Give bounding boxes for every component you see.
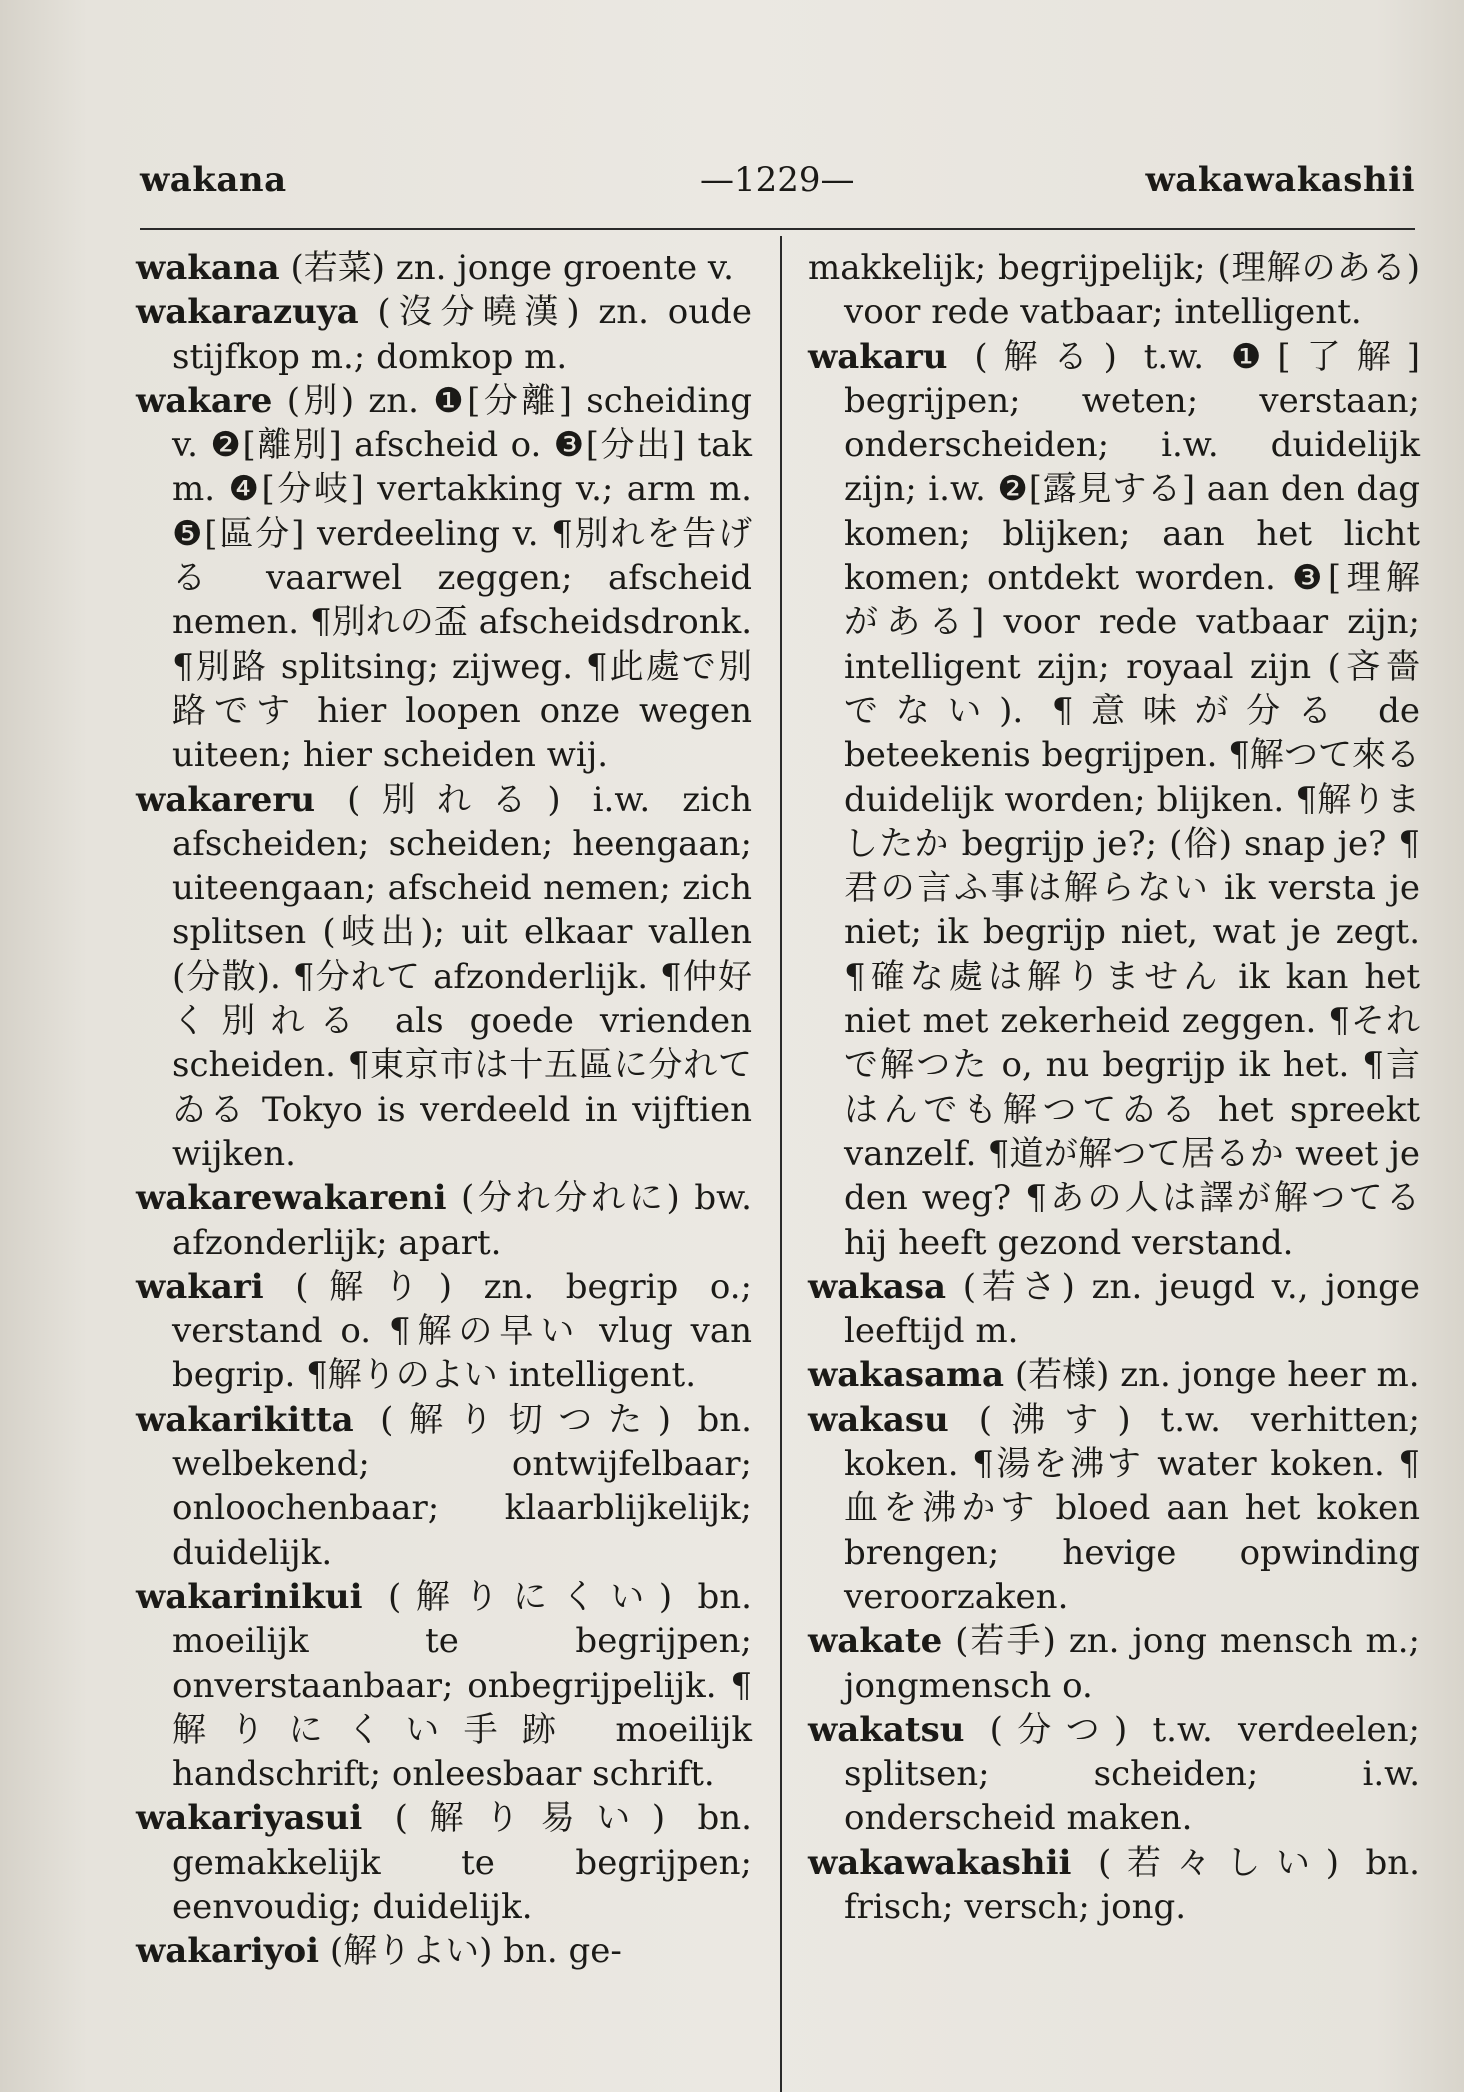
dictionary-entry xyxy=(808,335,1420,1265)
dictionary-entry xyxy=(136,290,752,379)
headword: wakarewakareni xyxy=(136,1178,447,1219)
page-number: —1229— xyxy=(700,160,855,200)
dictionary-entry xyxy=(136,778,752,1177)
headword: wakaru xyxy=(808,336,948,377)
entry-text: makkelijk; begrijpelijk; (理解のある) voor rede vatbaar; intelligent. xyxy=(808,248,1420,333)
dictionary-entry xyxy=(808,1353,1420,1397)
left-guide-word: wakana xyxy=(140,160,287,200)
headword: wakarazuya xyxy=(136,292,359,333)
dictionary-entry xyxy=(808,1619,1420,1708)
entry-text: (沸す) t.w. verhitten; koken. ¶湯を沸す water koken. ¶血を沸かす bloed aan het koken brengen; hevige opwinding veroorzaken. xyxy=(844,1399,1420,1617)
headword: wakareru xyxy=(136,779,316,820)
left-column xyxy=(136,246,752,1974)
dictionary-entry xyxy=(808,1398,1420,1619)
dictionary-entry xyxy=(136,1575,752,1796)
page-header xyxy=(140,160,1415,210)
dictionary-entry xyxy=(136,1929,752,1973)
dictionary-entry xyxy=(136,1176,752,1265)
dictionary-entry xyxy=(808,1708,1420,1841)
entry-text: (解り易い) bn. gemakkelijk te begrijpen; eenvoudig; duidelijk. xyxy=(172,1798,752,1927)
headword: wakariyasui xyxy=(136,1798,363,1839)
entry-text: (若さ) zn. jeugd v., jonge leeftijd m. xyxy=(844,1266,1420,1352)
headword: wakawakashii xyxy=(808,1842,1072,1883)
headword: wakari xyxy=(136,1266,264,1307)
entry-text: (若々しい) bn. frisch; versch; jong. xyxy=(844,1842,1420,1927)
entry-text: (分つ) t.w. verdeelen; splitsen; scheiden; i.w. onderscheid maken. xyxy=(844,1709,1420,1839)
entry-text: (若様) zn. jonge heer m. xyxy=(1004,1355,1420,1396)
headword: wakasa xyxy=(808,1266,947,1307)
entry-text: (解り) zn. begrip o.; verstand o. ¶解の早い vlug van begrip. ¶解りのよい intelligent. xyxy=(172,1266,752,1396)
entry-text: (分れ分れに) bw. afzonderlijk; apart. xyxy=(172,1178,752,1263)
dictionary-entry xyxy=(808,1841,1420,1930)
column-divider xyxy=(780,236,782,2092)
dictionary-entry-continuation xyxy=(808,246,1420,335)
right-column xyxy=(808,246,1420,1929)
entry-text: (解り切つた) bn. welbekend; ontwijfelbaar; onloochenbaar; klaarblijkelijk; duidelijk. xyxy=(172,1399,752,1573)
entry-text: (解りよい) bn. ge- xyxy=(319,1931,622,1972)
headword: wakatsu xyxy=(808,1709,965,1750)
dictionary-entry xyxy=(136,1265,752,1398)
dictionary-entry xyxy=(808,1265,1420,1354)
entry-text: (解りにくい) bn. moeilijk te begrijpen; onverstaanbaar; onbegrijpelijk. ¶解りにくい手跡 moeilijk handschrift; onleesbaar schrift. xyxy=(172,1576,752,1795)
headword: wakare xyxy=(136,380,273,421)
headword: wakariyoi xyxy=(136,1931,320,1972)
header-rule xyxy=(140,228,1415,230)
right-guide-word: wakawakashii xyxy=(1145,160,1415,200)
entry-text: (沒分曉漢) zn. oude stijfkop m.; domkop m. xyxy=(172,292,752,377)
dictionary-entry xyxy=(136,379,752,778)
headword: wakasu xyxy=(808,1399,949,1440)
headword: wakana xyxy=(136,248,280,288)
dictionary-entry xyxy=(136,1398,752,1575)
entry-text: (解る) t.w. ❶[了解] begrijpen; weten; verstaan; onderscheiden; i.w. duidelijk zijn; i.w. ❷[露見する] aan den dag komen; blijken; aan het licht komen; ontdekt worden. ❸[理解がある] voor rede vatbaar zijn; intelligent zijn; royaal zijn (吝嗇でない). ¶意味が分る de beteekenis begrijpen. ¶解つて來る duidelijk worden; blijken. ¶解りましたか begrijp je?; (俗) snap je? ¶君の言ふ事は解らない ik versta je niet; ik begrijp niet, wat je zegt. ¶確な處は解りません ik kan het niet met zekerheid zeggen. ¶それで解つた o, nu begrijp ik het. ¶言はんでも解つてゐる het spreekt vanzelf. ¶道が解つて居るか weet je den weg? ¶あの人は譯が解つてる hij heeft gezond verstand. xyxy=(844,336,1420,1263)
dictionary-entry xyxy=(136,246,752,290)
headword: wakasama xyxy=(808,1355,1005,1396)
headword: wakarinikui xyxy=(136,1576,363,1617)
entry-text: (若菜) zn. jonge groente v. xyxy=(279,248,734,288)
entry-text: (別) zn. ❶[分離] scheiding v. ❷[離別] afscheid o. ❸[分出] tak m. ❹[分岐] vertakking v.; arm m. ❺[區分] verdeeling v. ¶別れを告げる vaarwel zeggen; afscheid nemen. ¶別れの盃 afscheidsdronk. ¶別路 splitsing; zijweg. ¶此處で別路です hier loopen onze wegen uiteen; hier scheiden wij. xyxy=(172,380,752,776)
dictionary-entry xyxy=(136,1796,752,1929)
headword: wakarikitta xyxy=(136,1399,354,1440)
entry-text: (若手) zn. jong mensch m.; jongmensch o. xyxy=(844,1621,1420,1706)
headword: wakate xyxy=(808,1621,943,1662)
entry-text: (別れる) i.w. zich afscheiden; scheiden; heengaan; uiteengaan; afscheid nemen; zich splitsen (岐出); uit elkaar vallen (分散). ¶分れて afzonderlijk. ¶仲好く別れる als goede vrienden scheiden. ¶東京市は十五區に分れてゐる Tokyo is verdeeld in vijftien wijken. xyxy=(172,779,752,1174)
